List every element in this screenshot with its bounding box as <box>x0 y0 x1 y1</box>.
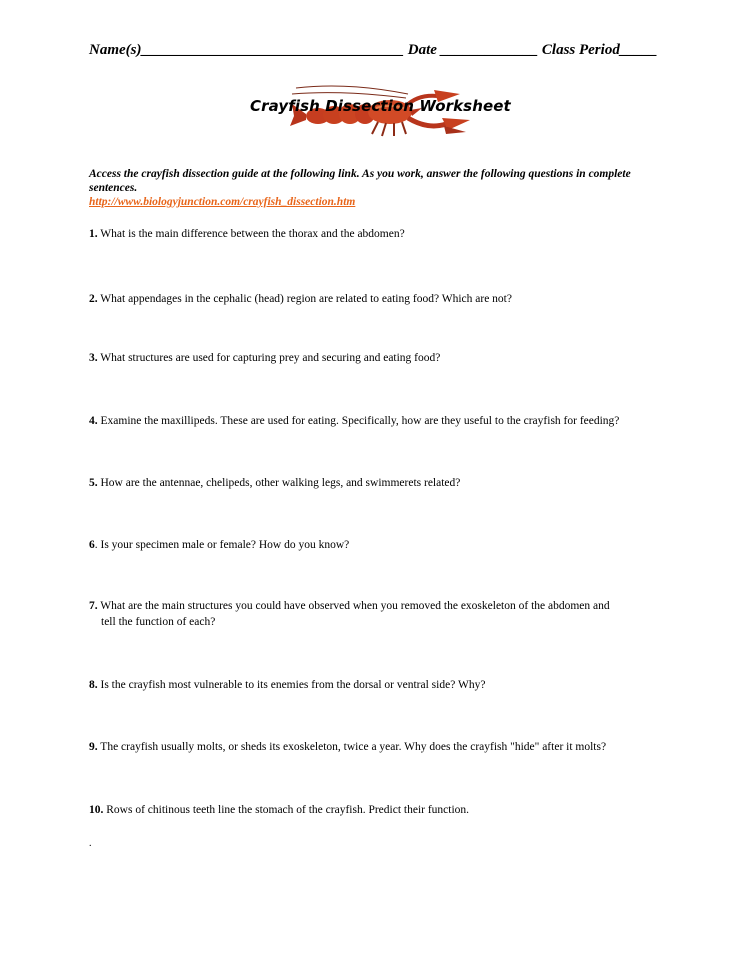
instructions <box>89 167 669 209</box>
question-text: . Is your specimen male or female? How do you know? <box>94 539 350 551</box>
question-6 <box>89 537 679 553</box>
question-number: 8. <box>89 679 98 691</box>
instructions-text: Access the crayfish dissection guide at the following link. As you work, answer the following questions in complete sentences. <box>89 168 631 194</box>
question-text: Rows of chitinous teeth line the stomach of the crayfish. Predict their function. <box>103 804 470 816</box>
question-continuation: tell the function of each? <box>101 616 216 628</box>
question-number: 7. <box>89 600 98 612</box>
question-4 <box>89 413 679 429</box>
footer-mark: . <box>89 838 92 849</box>
question-number: 6 <box>89 539 95 551</box>
question-1 <box>89 226 679 242</box>
question-text: Examine the maxillipeds. These are used for eating. Specifically, how are they useful to the crayfish for feeding? <box>97 415 620 427</box>
question-text: How are the antennae, chelipeds, other walking legs, and swimmerets related? <box>97 477 461 489</box>
question-number: 2. <box>89 293 98 305</box>
question-text: What appendages in the cephalic (head) region are related to eating food? Which are not? <box>97 293 512 305</box>
question-text: The crayfish usually molts, or sheds its exoskeleton, twice a year. Why does the crayfish "hide" after it molts? <box>97 741 607 753</box>
name-date-period-line: Name(s)___________________________________ Date _____________ Class Period_____ <box>89 42 658 58</box>
question-8 <box>89 677 679 693</box>
question-7 <box>89 598 679 630</box>
question-text: What is the main difference between the thorax and the abdomen? <box>97 228 405 240</box>
question-number: 4. <box>89 415 98 427</box>
title-banner <box>238 80 528 142</box>
question-2 <box>89 291 679 307</box>
worksheet-title: Crayfish Dissection Worksheet <box>250 97 511 115</box>
question-number: 5. <box>89 477 98 489</box>
question-10 <box>89 802 679 818</box>
question-9 <box>89 739 679 755</box>
question-number: 9. <box>89 741 98 753</box>
question-number: 10. <box>89 804 104 816</box>
question-number: 1. <box>89 228 98 240</box>
question-text: What are the main structures you could have observed when you removed the exoskeleton of the abdomen and <box>97 600 610 612</box>
question-text: Is the crayfish most vulnerable to its enemies from the dorsal or ventral side? Why? <box>97 679 486 691</box>
question-3 <box>89 350 679 366</box>
question-text: What structures are used for capturing prey and securing and eating food? <box>97 352 441 364</box>
dissection-guide-link[interactable]: http://www.biologyjunction.com/crayfish_dissection.htm <box>89 196 356 208</box>
question-5 <box>89 475 679 491</box>
question-number: 3. <box>89 352 98 364</box>
